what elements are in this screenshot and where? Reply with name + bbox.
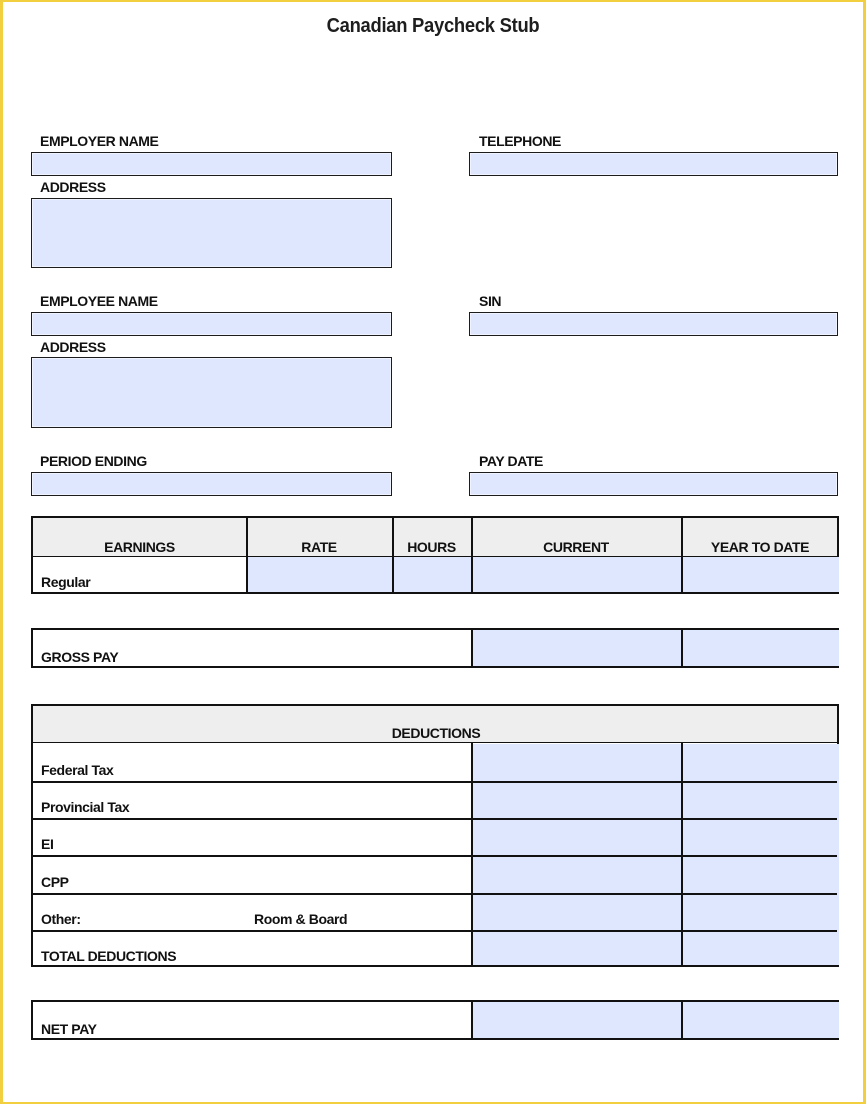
regular-hours-cell[interactable]: [393, 557, 471, 592]
hours-header: HOURS: [407, 539, 456, 555]
deductions-table: [31, 704, 839, 967]
paycheck-stub-page: [3, 2, 863, 1102]
other-value: Room & Board: [254, 911, 348, 927]
ytd-header: YEAR TO DATE: [710, 539, 810, 555]
employer-name-field[interactable]: [31, 152, 392, 176]
ei-label: EI: [41, 836, 54, 852]
net-pay-label: NET PAY: [41, 1021, 97, 1037]
telephone-label: TELEPHONE: [479, 133, 561, 149]
cpp-label: CPP: [41, 874, 69, 890]
gross-pay-current-cell[interactable]: [472, 630, 681, 666]
gross-pay-label: GROSS PAY: [41, 649, 119, 665]
regular-row-label: Regular: [41, 574, 91, 590]
current-header: CURRENT: [543, 539, 609, 555]
earnings-header-row: [33, 518, 837, 557]
regular-rate-cell[interactable]: [247, 557, 392, 592]
sin-label: SIN: [479, 293, 502, 309]
employer-address-field[interactable]: [31, 198, 392, 268]
federal-tax-label: Federal Tax: [41, 762, 114, 778]
gross-pay-ytd-cell[interactable]: [682, 630, 839, 666]
net-pay-table: [31, 1000, 839, 1040]
pay-date-field[interactable]: [469, 472, 838, 496]
earnings-table: [31, 516, 839, 594]
employer-name-label: EMPLOYER NAME: [40, 133, 159, 149]
employee-name-field[interactable]: [31, 312, 392, 336]
pay-date-label: PAY DATE: [479, 453, 543, 469]
net-pay-current-cell[interactable]: [472, 1002, 681, 1038]
regular-current-cell[interactable]: [472, 557, 681, 592]
provincial-tax-label: Provincial Tax: [41, 799, 130, 815]
gross-pay-table: [31, 628, 839, 668]
regular-ytd-cell[interactable]: [682, 557, 839, 592]
earnings-header: EARNINGS: [104, 539, 175, 555]
period-ending-field[interactable]: [31, 472, 392, 496]
sin-field[interactable]: [469, 312, 838, 336]
net-pay-ytd-cell[interactable]: [682, 1002, 839, 1038]
page-title: Canadian Paycheck Stub: [326, 15, 540, 37]
total-deductions-label: TOTAL DEDUCTIONS: [41, 948, 177, 964]
employee-address-field[interactable]: [31, 357, 392, 428]
deductions-header: DEDUCTIONS: [391, 725, 481, 741]
other-label: Other:: [41, 911, 81, 927]
employer-address-label: ADDRESS: [40, 179, 106, 195]
employee-name-label: EMPLOYEE NAME: [40, 293, 158, 309]
telephone-field[interactable]: [469, 152, 838, 176]
period-ending-label: PERIOD ENDING: [40, 453, 147, 469]
employee-address-label: ADDRESS: [40, 339, 106, 355]
deductions-header-row: [33, 706, 837, 743]
rate-header: RATE: [301, 539, 337, 555]
